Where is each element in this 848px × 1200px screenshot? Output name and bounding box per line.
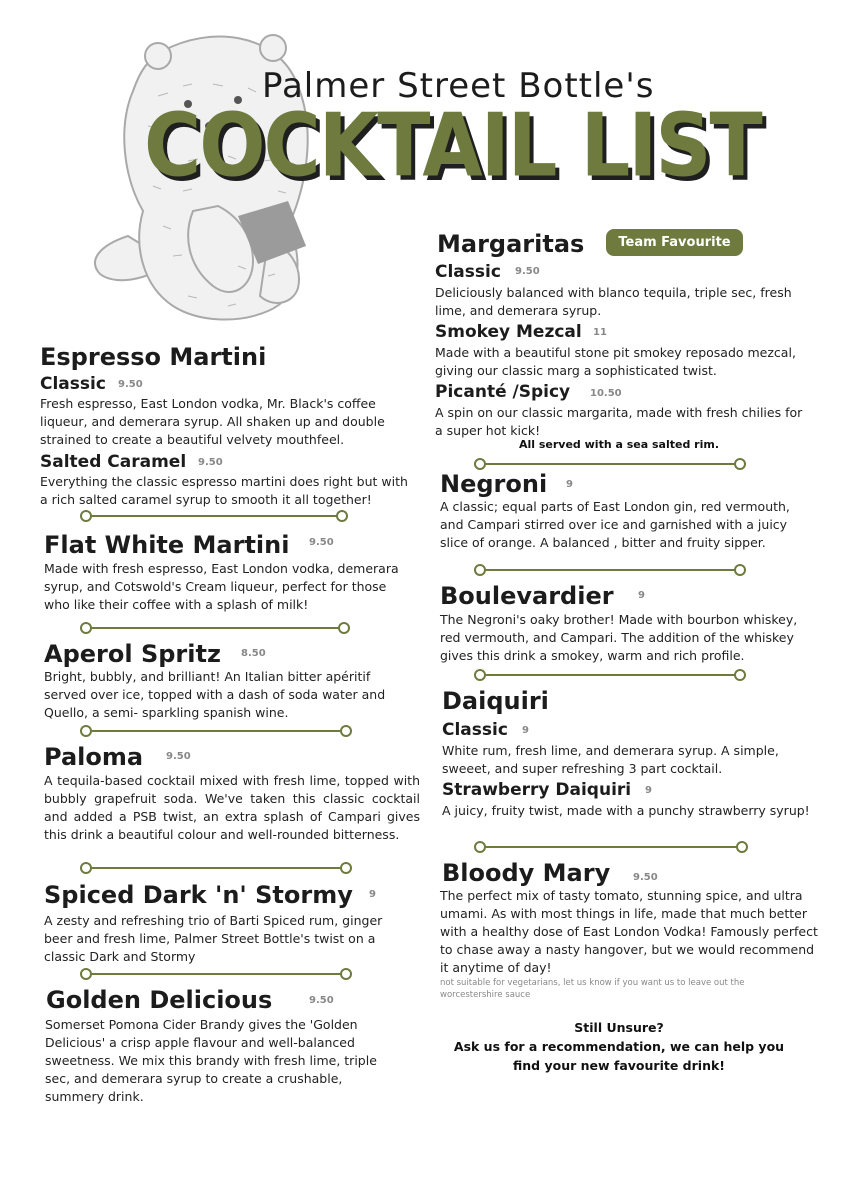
- strawberry-daiquiri-price: 9: [645, 785, 652, 796]
- espresso-classic-name: Classic: [40, 374, 106, 394]
- negroni-description: A classic; equal parts of East London gin, red vermouth, and Campari stirred over ice and garnished with a juicy slice of orange. A balanced , bitter and fruity sipper.: [440, 499, 790, 550]
- daiquiri-classic-name: Classic: [442, 720, 508, 740]
- closing-line-1: Still Unsure?: [574, 1020, 664, 1035]
- espresso-martini-heading: Espresso Martini: [40, 343, 267, 371]
- salted-caramel-description: Everything the classic espresso martini does right but with a rich salted caramel syrup to smooth it all together!: [40, 474, 408, 507]
- aperol-spritz-price: 8.50: [241, 648, 266, 659]
- section-divider: [80, 968, 352, 980]
- aperol-spritz-description: Bright, bubbly, and brilliant! An Italian bitter apéritif served over ice, topped with a dash of soda water and Quello, a semi- sparkling spanish wine.: [44, 669, 386, 720]
- espresso-classic-price: 9.50: [118, 379, 143, 390]
- boulevardier-description: The Negroni's oaky brother! Made with bourbon whiskey, red vermouth, and Campari. The addition of the whiskey gives this drink a smokey, warm and rich profile.: [440, 612, 798, 663]
- paloma-description: A tequila-based cocktail mixed with fresh lime, topped with bubbly grapefruit soda. We've taken this classic cocktail and added a PSB twist, an extra splash of Campari gives this drink a beautiful colour and well-rounded bitterness.: [44, 773, 420, 842]
- salted-caramel-price: 9.50: [198, 457, 223, 468]
- paloma-price: 9.50: [166, 751, 191, 762]
- closing-line-2: Ask us for a recommendation, we can help you: [453, 1039, 785, 1054]
- negroni-heading: Negroni: [440, 470, 548, 498]
- boulevardier-heading: Boulevardier: [440, 582, 614, 610]
- section-divider: [80, 510, 348, 522]
- smokey-mezcal-description: Made with a beautiful stone pit smokey reposado mezcal, giving our classic marg a sophisticated twist.: [435, 345, 796, 378]
- closing-line-3: find your new favourite drink!: [513, 1058, 725, 1073]
- espresso-classic-description: Fresh espresso, East London vodka, Mr. Black's coffee liqueur, and demerara syrup. All shaken up and double strained to create a beautiful velvety mouthfeel.: [40, 396, 385, 447]
- strawberry-daiquiri-name: Strawberry Daiquiri: [442, 780, 632, 800]
- aperol-spritz-heading: Aperol Spritz: [44, 640, 221, 668]
- margarita-classic-name: Classic: [435, 262, 501, 282]
- bloody-mary-description: The perfect mix of tasty tomato, stunning spice, and ultra umami. As with most things in life, made that much better with a healthy dose of East London Vodka! Famously perfect to chase away a nasty hangover, but we would recommend it anytime of day!: [440, 888, 818, 975]
- section-divider: [80, 862, 352, 874]
- section-divider: [80, 622, 350, 634]
- negroni-price: 9: [566, 479, 573, 490]
- page-subtitle: Palmer Street Bottle's: [262, 66, 655, 106]
- flat-white-martini-heading: Flat White Martini: [44, 531, 290, 559]
- margarita-classic-description: Deliciously balanced with blanco tequila, triple sec, fresh lime, and demerara syrup.: [435, 285, 792, 318]
- daiquiri-classic-price: 9: [522, 725, 529, 736]
- flat-white-martini-description: Made with fresh espresso, East London vodka, demerara syrup, and Cotswold's Cream liqueur, perfect for those who like their coffee with a splash of milk!: [44, 561, 399, 612]
- section-divider: [80, 725, 352, 737]
- vegetarian-note: not suitable for vegetarians, let us know if you want us to leave out the worcestershire sauce: [440, 978, 745, 1000]
- golden-delicious-description: Somerset Pomona Cider Brandy gives the 'Golden Delicious' a crisp apple flavour and well-balanced sweetness. We mix this brandy with fresh lime, triple sec, and demerara syrup to create a crushable, summery drink.: [45, 1017, 377, 1104]
- strawberry-daiquiri-description: A juicy, fruity twist, made with a punchy strawberry syrup!: [442, 803, 810, 818]
- boulevardier-price: 9: [638, 590, 645, 601]
- spicy-margarita-price: 10.50: [590, 388, 622, 399]
- spicy-margarita-name: Picanté /Spicy: [435, 382, 571, 402]
- spiced-dark-n-stormy-price: 9: [369, 889, 376, 900]
- bloody-mary-heading: Bloody Mary: [442, 859, 611, 887]
- paloma-heading: Paloma: [44, 743, 144, 771]
- section-divider: [474, 458, 746, 470]
- section-divider: [474, 841, 748, 853]
- golden-delicious-price: 9.50: [309, 995, 334, 1006]
- daiquiri-heading: Daiquiri: [442, 687, 549, 715]
- salted-caramel-name: Salted Caramel: [40, 452, 187, 472]
- section-divider: [474, 669, 746, 681]
- recommendation-note: [436, 1018, 802, 1075]
- smokey-mezcal-price: 11: [593, 327, 607, 338]
- page-title: COCKTAIL LIST: [144, 96, 761, 197]
- spiced-dark-n-stormy-description: A zesty and refreshing trio of Barti Spiced rum, ginger beer and fresh lime, Palmer Street Bottle's twist on a classic Dark and Stormy: [44, 913, 383, 964]
- golden-delicious-heading: Golden Delicious: [46, 986, 273, 1014]
- salted-rim-note: All served with a sea salted rim.: [518, 438, 719, 451]
- daiquiri-classic-description: White rum, fresh lime, and demerara syrup. A simple, sweeet, and super refreshing 3 part cocktail.: [442, 743, 779, 776]
- spicy-margarita-description: A spin on our classic margarita, made with fresh chilies for a super hot kick!: [435, 405, 803, 438]
- bloody-mary-price: 9.50: [633, 872, 658, 883]
- section-divider: [474, 564, 746, 576]
- margaritas-heading: Margaritas: [437, 230, 585, 258]
- margarita-classic-price: 9.50: [515, 266, 540, 277]
- flat-white-martini-price: 9.50: [309, 537, 334, 548]
- team-favourite-badge: Team Favourite: [606, 229, 743, 256]
- smokey-mezcal-name: Smokey Mezcal: [435, 322, 582, 342]
- spiced-dark-n-stormy-heading: Spiced Dark 'n' Stormy: [44, 881, 353, 909]
